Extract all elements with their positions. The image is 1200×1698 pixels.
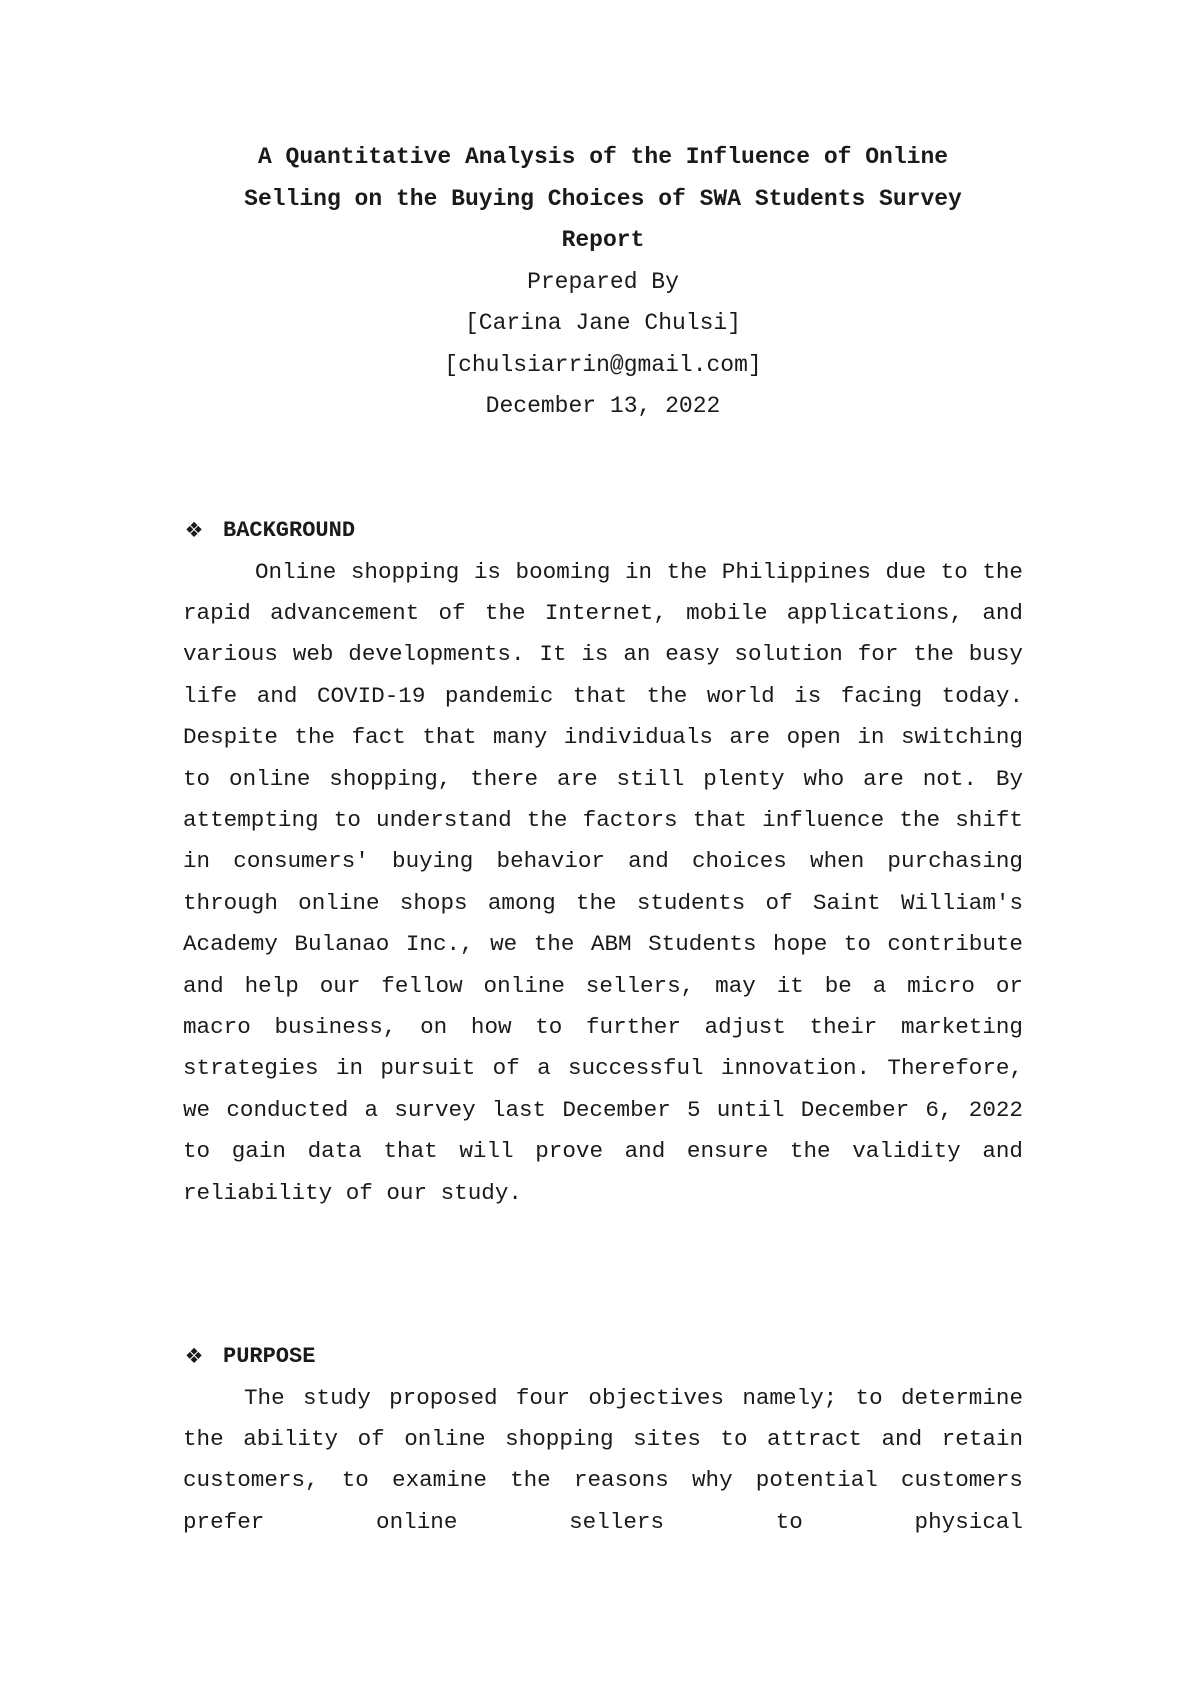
purpose-heading	[183, 1336, 1023, 1378]
purpose-paragraph: The study proposed four objectives namely; to determine the ability of online shopping sites to attract and retain customers, to examine the reasons why potential customers prefer online sellers to physical	[183, 1384, 1023, 1535]
purpose-section	[183, 1336, 1023, 1543]
background-heading-label: BACKGROUND	[223, 518, 356, 543]
prepared-by-label: Prepared By	[527, 268, 679, 295]
diamond-bullet-icon: ❖	[184, 518, 204, 542]
document-date: December 13, 2022	[485, 393, 721, 419]
title-block	[183, 137, 1023, 428]
diamond-bullet-icon: ❖	[184, 1344, 204, 1368]
background-heading	[183, 510, 1023, 552]
background-section	[183, 510, 1023, 1214]
purpose-heading-label: PURPOSE	[223, 1344, 316, 1369]
author-email: [chulsiarrin@gmail.com]	[444, 351, 762, 378]
author-name: [Carina Jane Chulsi]	[464, 310, 742, 336]
background-paragraph: Online shopping is booming in the Philippines due to the rapid advancement of the Internet, mobile applications, and various web developments. It is an easy solution for the busy life and COVID-19 pandemic that the world is facing today. Despite the fact that many individuals are open in switching to online shopping, there are still plenty who are not. By attempting to understand the factors that influence the shift in consumers' buying behavior and choices when purchasing through online shops among the students of Saint William's Academy Bulanao Inc., we the ABM Students hope to contribute and help our fellow online sellers, may it be a micro or macro business, on how to further adjust their marketing strategies in pursuit of a successful innovation. Therefore, we conducted a survey last December 5 until December 6, 2022 to gain data that will prove and ensure the validity and reliability of our study.	[183, 558, 1023, 1206]
document-title: A Quantitative Analysis of the Influence of Online Selling on the Buying Choices of SWA Students Survey Report	[244, 144, 962, 253]
